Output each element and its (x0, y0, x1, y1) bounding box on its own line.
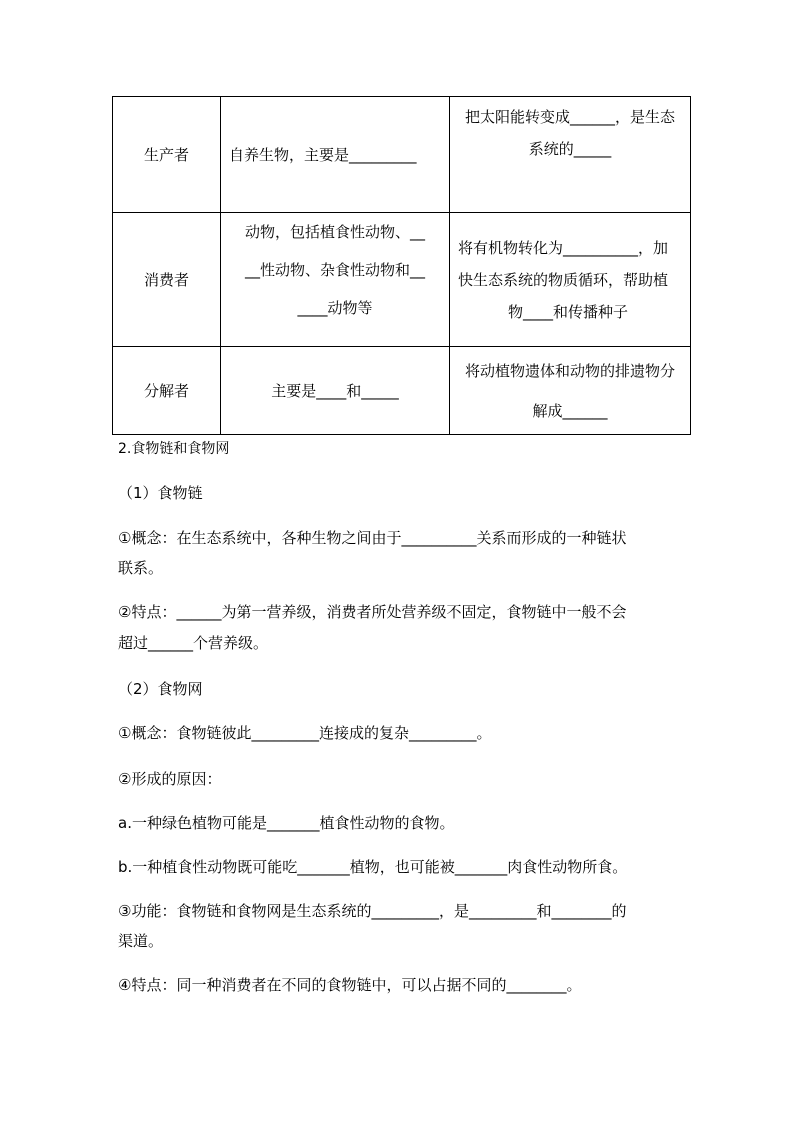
paragraph-line: a.一种绿色植物可能是_______植食性动物的食物。 (118, 814, 455, 832)
function-line: 系统的_____ (528, 140, 612, 158)
table-row (113, 213, 691, 347)
paragraph-line: 渠道。 (118, 932, 164, 950)
function-line: 将动植物遗体和动物的排遗物分 (464, 361, 675, 380)
composition-line: __性动物、杂食性动物和__ (244, 261, 425, 279)
function-line: 快生态系统的物质循环，帮助植 (458, 270, 669, 289)
composition-line: ____动物等 (297, 299, 373, 317)
paragraph-line: 超过______个营养级。 (118, 634, 269, 652)
function-line: 解成______ (532, 401, 608, 420)
subsection-heading: （1）食物链 (118, 484, 203, 502)
paragraph-line: ②形成的原因： (118, 770, 222, 788)
composition-cell: 自养生物，主要是_________ (221, 97, 450, 213)
table-row (113, 347, 691, 435)
paragraph-line: 联系。 (118, 559, 164, 577)
composition-cell: 主要是____和_____ (221, 347, 450, 435)
function-line: 把太阳能转变成______，是生态 (464, 108, 675, 126)
section-heading: 2.食物链和食物网 (118, 441, 230, 457)
paragraph-line: ①概念：在生态系统中，各种生物之间由于__________关系而形成的一种链状 (118, 529, 627, 547)
paragraph-line: b.一种植食性动物既可能吃_______植物，也可能被_______肉食性动物所食。 (118, 858, 628, 876)
role-cell: 生产者 (113, 97, 221, 213)
composition-line: 动物，包括植食性动物、__ (244, 223, 425, 241)
ecosystem-components-table (112, 96, 691, 435)
composition-cell (221, 213, 450, 347)
function-cell (450, 347, 691, 435)
function-line: 将有机物转化为__________，加 (458, 238, 669, 257)
function-line: 物____和传播种子 (508, 302, 629, 321)
role-cell: 分解者 (113, 347, 221, 435)
paragraph-line: ②特点：______为第一营养级，消费者所处营养级不固定，食物链中一般不会 (118, 603, 627, 621)
paragraph-line: ①概念：食物链彼此_________连接成的复杂_________。 (118, 724, 492, 742)
paragraph-line: ③功能：食物链和食物网是生态系统的_________，是_________和________的 (118, 902, 627, 920)
role-cell: 消费者 (113, 213, 221, 347)
table-row (113, 97, 691, 213)
subsection-heading: （2）食物网 (118, 680, 203, 698)
function-cell (450, 97, 691, 213)
function-cell (450, 213, 691, 347)
paragraph-line: ④特点：同一种消费者在不同的食物链中，可以占据不同的________。 (118, 976, 582, 994)
